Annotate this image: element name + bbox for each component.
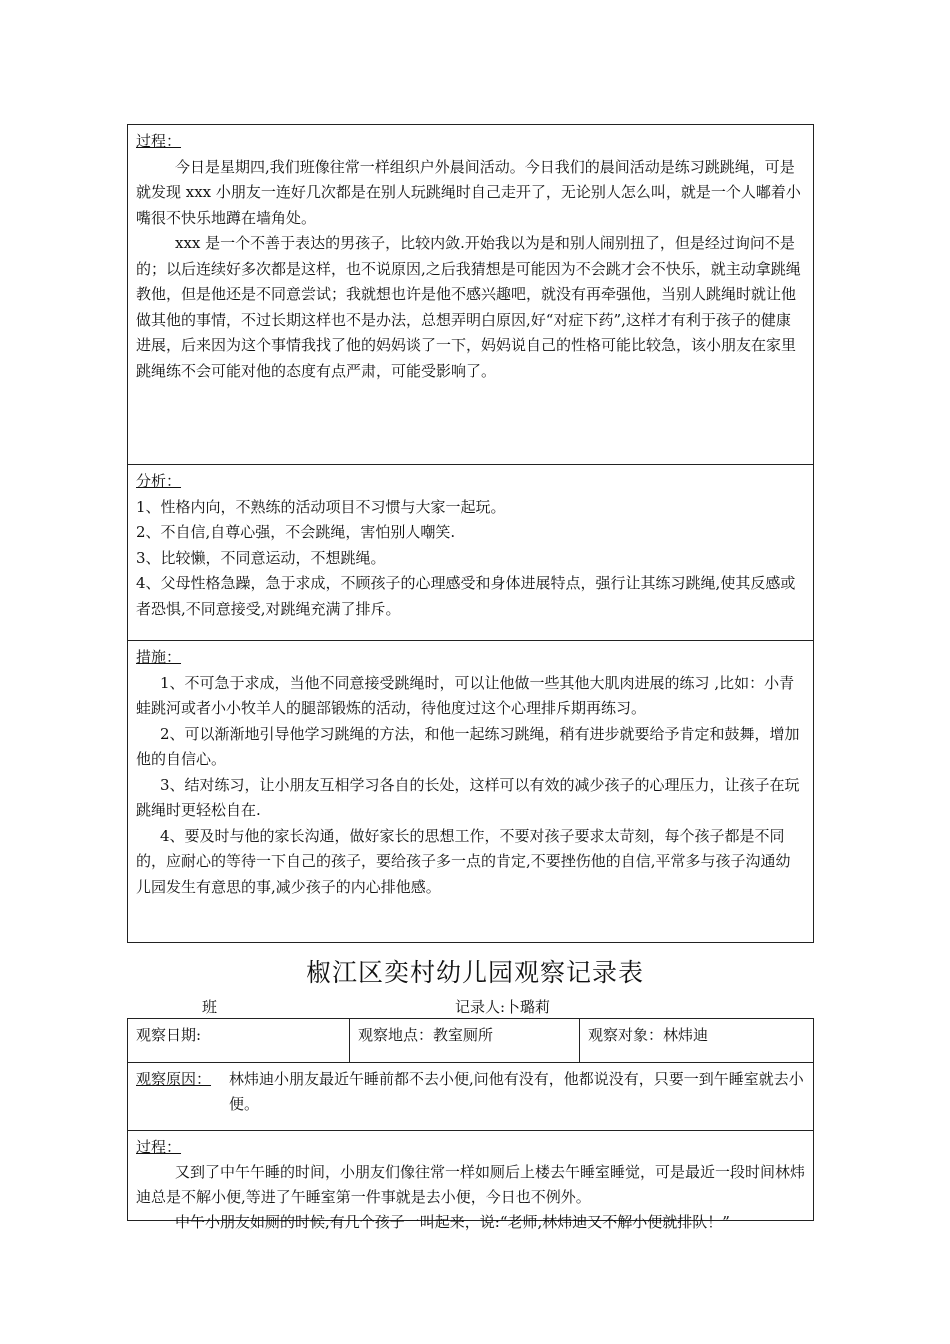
process-heading-2: 过程： <box>136 1138 182 1156</box>
observation-date-cell: 观察日期: <box>128 1019 350 1062</box>
recorder-label: 记录人:卜璐莉 <box>455 998 551 1016</box>
process-paragraph: xxx 是一个不善于表达的男孩子，比较内敛.开始我以为是和别人闹别扭了，但是经过询问不是的；以后连续好多次都是这样，也不说原因,之后我猜想是可能因为不会跳才会不快乐，就主动拿跳绳教他，但是他还是不同意尝试；我就想也许是他不感兴趣吧，就没有再牵强他，当别人跳绳时就让他做其他的事情，不过长期这样也不是办法，总想弄明白原因,好“对症下药”,这样才有利于孩子的健康进展，后来因为这个事情我找了他的妈妈谈了一下，妈妈说自己的性格可能比较急，该小朋友在家里跳绳练不会可能对他的态度有点严肃，可能受影响了。 <box>136 234 801 380</box>
measures-heading: 措施： <box>136 648 182 666</box>
process-paragraph-2: 中午小朋友如厕的时候,有几个孩子一叫起来，说:“老师,林炜迪又不解小便就排队！” <box>175 1213 730 1231</box>
measures-item: 1、不可急于求成，当他不同意接受跳绳时，可以让他做一些其他大肌肉进展的练习 ,比如：小青蛙跳河或者小小牧羊人的腿部锻炼的活动，待他度过这个心理排斥期再练习。 <box>136 673 795 717</box>
reason-text: 林炜迪小朋友最近午睡前都不去小便,问他有没有，他都说没有，只要一到午睡室就去小便。 <box>229 1070 804 1113</box>
analysis-item: 3、比较懒，不同意运动，不想跳绳。 <box>136 548 386 567</box>
class-label: 班 <box>202 998 218 1016</box>
measures-item: 4、要及时与他的家长沟通，做好家长的思想工作，不要对孩子要求太苛刻，每个孩子都是不同的，应耐心的等待一下自己的孩子，要给孩子多一点的肯定,不要挫伤他的自信,平常多与孩子沟通幼儿园发生有意思的事,减少孩子的内心排他感。 <box>136 826 791 896</box>
observation-info-row <box>128 1019 813 1063</box>
reason-label: 观察原因： <box>136 1070 212 1088</box>
process-section <box>128 125 813 465</box>
analysis-item: 4、父母性格急躁，急于求成，不顾孩子的心理感受和身体进展特点，强行让其练习跳绳,使其反感或者恐惧,不同意接受,对跳绳充满了排斥。 <box>136 574 796 618</box>
analysis-section <box>128 465 813 641</box>
observation-location-cell: 观察地点：教室厕所 <box>350 1019 580 1062</box>
observation-subject-cell: 观察对象：林炜迪 <box>588 1026 709 1044</box>
record-table-2 <box>127 1018 814 1231</box>
process-paragraph-2: 又到了中午午睡的时间，小朋友们像往常一样如厕后上楼去午睡室睡觉，可是最近一段时间林炜迪总是不解小便,等进了午睡室第一件事就是去小便，今日也不例外。 <box>136 1163 806 1206</box>
record-table-1 <box>127 124 814 943</box>
measures-item: 2、可以渐渐地引导他学习跳绳的方法，和他一起练习跳绳，稍有进步就要给予肯定和鼓舞，增加他的自信心。 <box>136 724 800 768</box>
analysis-heading: 分析： <box>136 472 182 490</box>
process-paragraph: 今日是星期四,我们班像往常一样组织户外晨间活动。今日我们的晨间活动是练习跳跳绳，可是就发现 xxx 小朋友一连好几次都是在别人玩跳绳时自己走开了，无论别人怎么叫，就是一个人嘟着小嘴很不快乐地蹲在墙角处。 <box>136 157 801 227</box>
observation-reason-row <box>128 1063 813 1131</box>
measures-section <box>128 641 813 944</box>
analysis-item: 1、性格内向，不熟练的活动项目不习惯与大家一起玩。 <box>136 497 506 516</box>
record-title: 椒江区奕村幼儿园观察记录表 <box>305 958 644 987</box>
process-heading: 过程： <box>136 132 182 150</box>
process-section-2 <box>128 1131 813 1231</box>
analysis-item: 2、不自信,自尊心强，不会跳绳，害怕别人嘲笑. <box>136 523 456 541</box>
measures-item: 3、结对练习，让小朋友互相学习各自的长处，这样可以有效的减少孩子的心理压力，让孩子在玩跳绳时更轻松自在. <box>136 775 800 819</box>
